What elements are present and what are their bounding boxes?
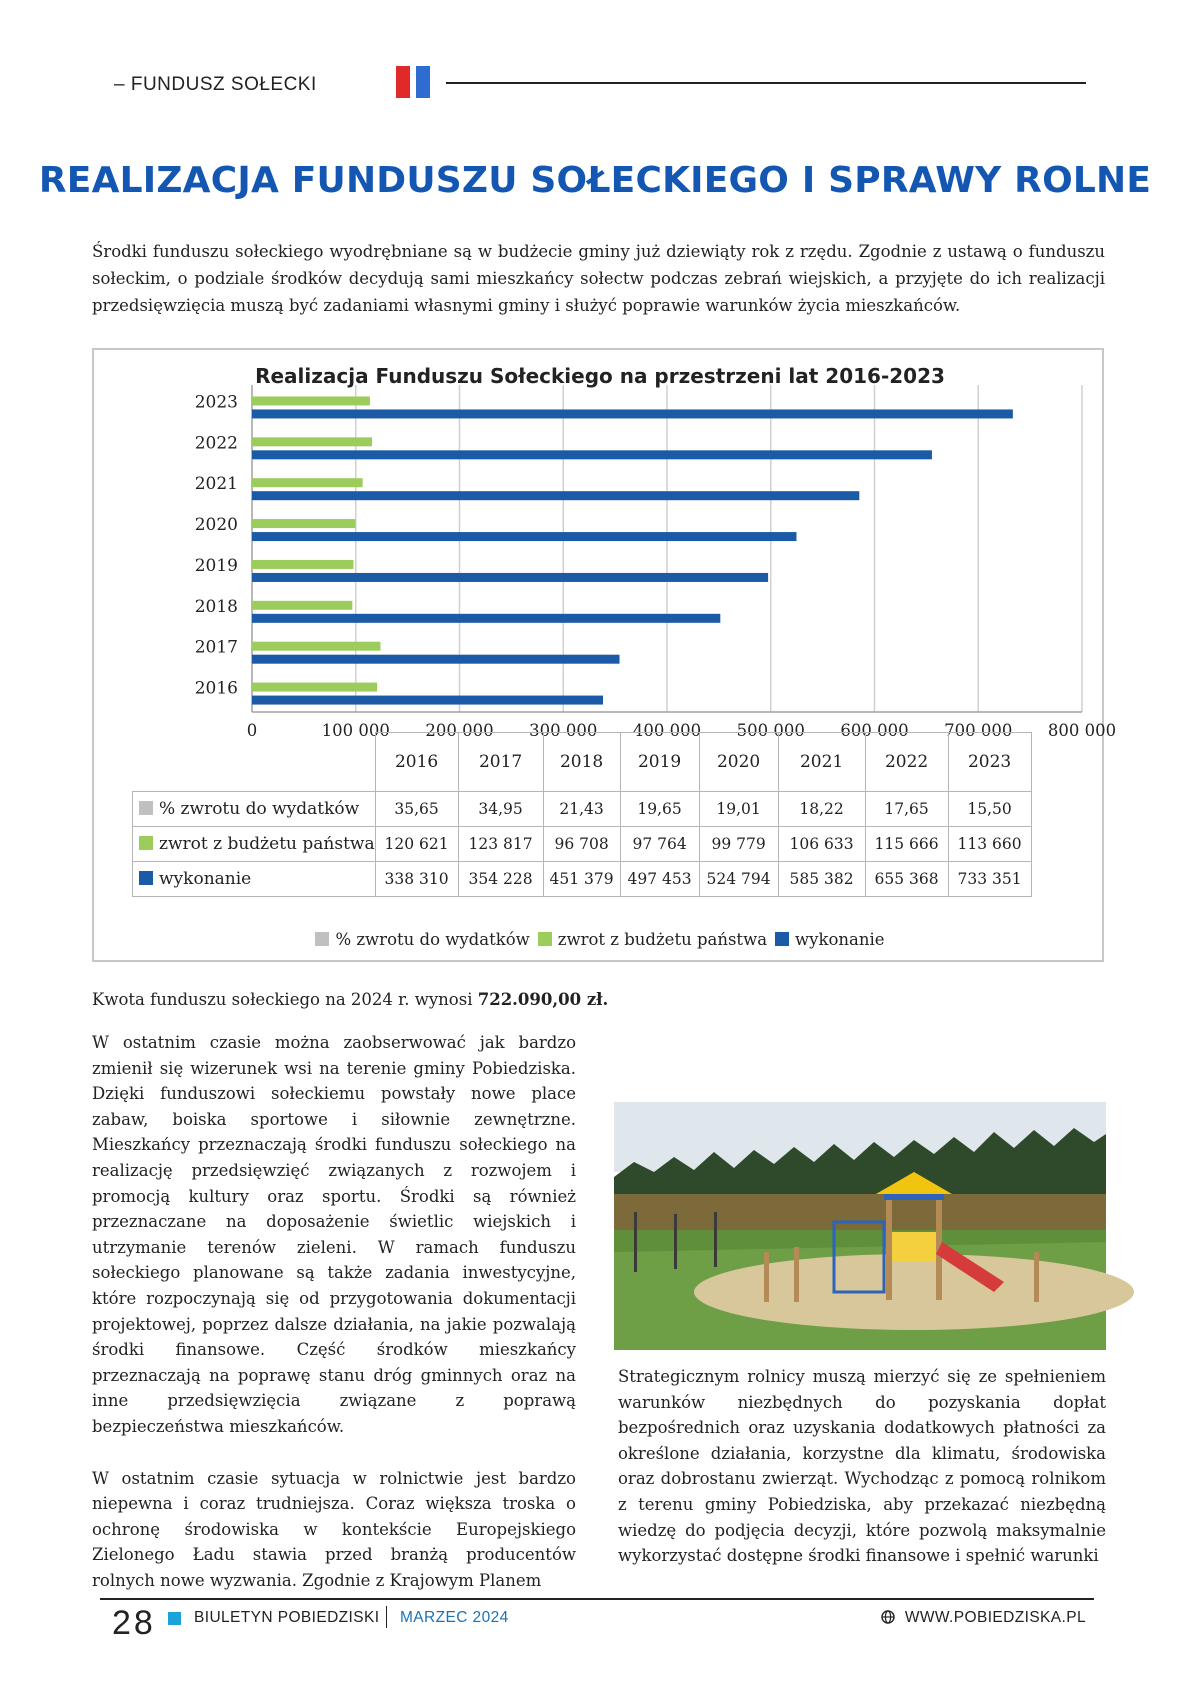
bar-wykonanie bbox=[252, 409, 1013, 418]
table-cell: 21,43 bbox=[543, 792, 620, 827]
chart-legend bbox=[94, 930, 1106, 949]
table-cell: 585 382 bbox=[778, 862, 865, 897]
table-cell: 96 708 bbox=[543, 827, 620, 862]
bar-zwrot bbox=[252, 478, 363, 487]
table-cell: 115 666 bbox=[865, 827, 948, 862]
table-row bbox=[133, 862, 1032, 897]
table-cell: 123 817 bbox=[458, 827, 543, 862]
bar-zwrot bbox=[252, 683, 377, 692]
series-swatch bbox=[139, 871, 153, 885]
playground-photo-image bbox=[614, 1102, 1106, 1350]
x-tick-label: 200 000 bbox=[425, 721, 494, 740]
series-swatch bbox=[139, 801, 153, 815]
series-name: zwrot z budżetu państwa bbox=[159, 834, 375, 854]
fund-amount-text: Kwota funduszu sołeckiego na 2024 r. wynosi bbox=[92, 990, 478, 1009]
table-cell: 17,65 bbox=[865, 792, 948, 827]
table-year-header: 2020 bbox=[699, 733, 778, 792]
table-year-header: 2019 bbox=[620, 733, 699, 792]
section-label: – FUNDUSZ SOŁECKI bbox=[114, 74, 317, 95]
table-year-header: 2018 bbox=[543, 733, 620, 792]
footer-rule bbox=[100, 1598, 1094, 1600]
x-tick-label: 0 bbox=[246, 721, 258, 740]
y-tick-label: 2019 bbox=[194, 555, 238, 576]
table-cell: 19,01 bbox=[699, 792, 778, 827]
y-tick-label: 2016 bbox=[194, 678, 238, 699]
chart-title: Realizacja Funduszu Sołeckiego na przestrzeni lat 2016-2023 bbox=[255, 364, 945, 388]
legend-swatch bbox=[775, 932, 789, 946]
table-cell: 15,50 bbox=[948, 792, 1031, 827]
table-cell: 733 351 bbox=[948, 862, 1031, 897]
legend-item bbox=[775, 930, 885, 949]
y-tick-label: 2020 bbox=[194, 515, 238, 536]
x-tick-label: 500 000 bbox=[736, 721, 805, 740]
legend-swatch bbox=[538, 932, 552, 946]
series-name: % zwrotu do wydatków bbox=[159, 799, 360, 819]
footer-publication: BIULETYN POBIEDZISKI bbox=[194, 1609, 380, 1626]
bar-wykonanie bbox=[252, 655, 620, 664]
table-cell: 354 228 bbox=[458, 862, 543, 897]
series-swatch bbox=[139, 836, 153, 850]
table-header-row bbox=[133, 733, 1032, 792]
table-row-label bbox=[133, 862, 376, 897]
legend-item bbox=[538, 930, 767, 949]
bar-zwrot bbox=[252, 642, 380, 651]
x-tick-label: 400 000 bbox=[632, 721, 702, 740]
body-paragraph: W ostatnim czasie można zaobserwować jak bardzo zmienił się wizerunek wsi na terenie gminy Pobiedziska. Dzięki funduszowi sołeckiemu powstały nowe place zabaw, boiska sportowe i siłownie zewnętrzne. Mieszkańcy przeznaczają środki funduszu sołeckiego na realizację przedsięwzięć związanych z rozwojem i promocją kultury oraz sportu. Środki są również przeznaczane na doposażenie świetlic wiejskich i utrzymanie terenów zieleni. W ramach funduszu sołeckiego planowane są także zadania inwestycyjne, które rozpoczynają się od przygotowania dokumentacji projektowej, poprzez dalsze działania, na jakie pozwalają środki finansowe. Część środków mieszkańcy przeznaczają na poprawę stanu dróg gminnych oraz na inne przedsięwzięcia związane z poprawą bezpieczeństwa mieszkańców. bbox=[92, 1033, 576, 1436]
fund-amount-value: 722.090,00 zł. bbox=[477, 990, 609, 1009]
table-cell: 497 453 bbox=[620, 862, 699, 897]
legend-item bbox=[315, 930, 529, 949]
table-row bbox=[133, 792, 1032, 827]
page-number: 28 bbox=[112, 1604, 156, 1642]
body-column-left bbox=[92, 1030, 576, 1619]
bar-wykonanie bbox=[252, 614, 720, 623]
y-tick-label: 2021 bbox=[194, 474, 238, 495]
footer-website-label: WWW.POBIEDZISKA.PL bbox=[904, 1609, 1086, 1626]
x-tick-label: 100 000 bbox=[321, 721, 390, 740]
body-paragraph: W ostatnim czasie sytuacja w rolnictwie jest bardzo niepewna i coraz trudniejsza. Coraz większa troska o ochronę środowiska w kontekście Europejskiego Zielonego Ładu stawia przed branżą producentów rolnych nowe wyzwania. Zgodnie z Krajowym Planem bbox=[92, 1468, 576, 1590]
table-cell: 120 621 bbox=[375, 827, 458, 862]
x-tick-label: 700 000 bbox=[944, 721, 1013, 740]
y-tick-label: 2023 bbox=[194, 392, 238, 413]
data-table bbox=[132, 732, 1032, 897]
bar-zwrot bbox=[252, 437, 372, 446]
y-tick-label: 2017 bbox=[194, 637, 238, 658]
table-cell: 655 368 bbox=[865, 862, 948, 897]
table-row-label bbox=[133, 792, 376, 827]
y-tick-label: 2018 bbox=[194, 596, 238, 617]
legend-label: zwrot z budżetu państwa bbox=[557, 930, 768, 949]
table-year-header: 2022 bbox=[865, 733, 948, 792]
table-year-header: 2017 bbox=[458, 733, 543, 792]
bar-wykonanie bbox=[252, 491, 859, 500]
table-cell: 106 633 bbox=[778, 827, 865, 862]
table-year-header: 2016 bbox=[375, 733, 458, 792]
footer-separator bbox=[386, 1606, 387, 1628]
table-cell: 97 764 bbox=[620, 827, 699, 862]
table-row-label bbox=[133, 827, 376, 862]
footer-accent-square bbox=[168, 1612, 181, 1625]
intro-paragraph: Środki funduszu sołeckiego wyodrębniane są w budżecie gminy już dziewiąty rok z rzędu. Zgodnie z ustawą o funduszu sołeckim, o podziale środków decydują sami mieszkańcy sołectw podczas zebrań wiejskich, a przyjęte do ich realizacji przedsięwzięcia muszą być zadaniami własnymi gminy i służyć poprawie warunków życia mieszkańców. bbox=[92, 242, 1105, 315]
table-cell: 34,95 bbox=[458, 792, 543, 827]
legend-label: wykonanie bbox=[795, 930, 885, 949]
x-tick-label: 600 000 bbox=[840, 721, 909, 740]
bar-zwrot bbox=[252, 560, 353, 569]
bar-zwrot bbox=[252, 519, 356, 528]
x-tick-label: 300 000 bbox=[529, 721, 598, 740]
header-rule bbox=[446, 82, 1086, 84]
chart-box bbox=[92, 348, 1117, 962]
page-title: REALIZACJA FUNDUSZU SOŁECKIEGO I SPRAWY ROLNE bbox=[38, 160, 1152, 201]
table-cell: 35,65 bbox=[375, 792, 458, 827]
bar-wykonanie bbox=[252, 450, 932, 459]
fund-amount-line bbox=[92, 990, 608, 1009]
bar-wykonanie bbox=[252, 573, 768, 582]
flag-red-stripe bbox=[396, 66, 410, 98]
table-cell: 19,65 bbox=[620, 792, 699, 827]
legend-swatch bbox=[315, 932, 329, 946]
table-cell: 99 779 bbox=[699, 827, 778, 862]
series-name: wykonanie bbox=[159, 869, 252, 889]
table-year-header: 2021 bbox=[778, 733, 865, 792]
table-cell: 524 794 bbox=[699, 862, 778, 897]
x-tick-label: 800 000 bbox=[1047, 721, 1117, 740]
table-row bbox=[133, 827, 1032, 862]
bar-chart bbox=[94, 350, 1117, 745]
table-cell: 18,22 bbox=[778, 792, 865, 827]
table-corner bbox=[133, 733, 376, 792]
table-year-header: 2023 bbox=[948, 733, 1031, 792]
footer-date: MARZEC 2024 bbox=[400, 1609, 509, 1626]
y-tick-label: 2022 bbox=[194, 433, 238, 454]
table-cell: 113 660 bbox=[948, 827, 1031, 862]
bar-wykonanie bbox=[252, 532, 796, 541]
table-cell: 451 379 bbox=[543, 862, 620, 897]
flag-blue-stripe bbox=[416, 66, 430, 98]
bar-wykonanie bbox=[252, 696, 603, 705]
playground-photo bbox=[614, 1102, 1106, 1350]
photo-caption-text: Strategicznym rolnicy muszą mierzyć się ze spełnieniem warunków niezbędnych do pozyskania dopłat bezpośrednich oraz uzyskania dodatkowych płatności za określone działania, korzystne dla klimatu, środowiska oraz dobrostanu zwierząt. Wychodząc z pomocą rolnikom z terenu gminy Pobiedziska, aby przekazać niezbędną wiedzę do podjęcia decyzji, które pozwolą maksymalnie wykorzystać dostępne środki finansowe i spełnić warunki bbox=[618, 1367, 1106, 1566]
footer-website[interactable] bbox=[881, 1609, 1086, 1627]
bar-zwrot bbox=[252, 601, 352, 610]
globe-icon bbox=[881, 1610, 895, 1624]
bar-zwrot bbox=[252, 396, 370, 405]
legend-label: % zwrotu do wydatków bbox=[335, 930, 530, 949]
table-cell: 338 310 bbox=[375, 862, 458, 897]
